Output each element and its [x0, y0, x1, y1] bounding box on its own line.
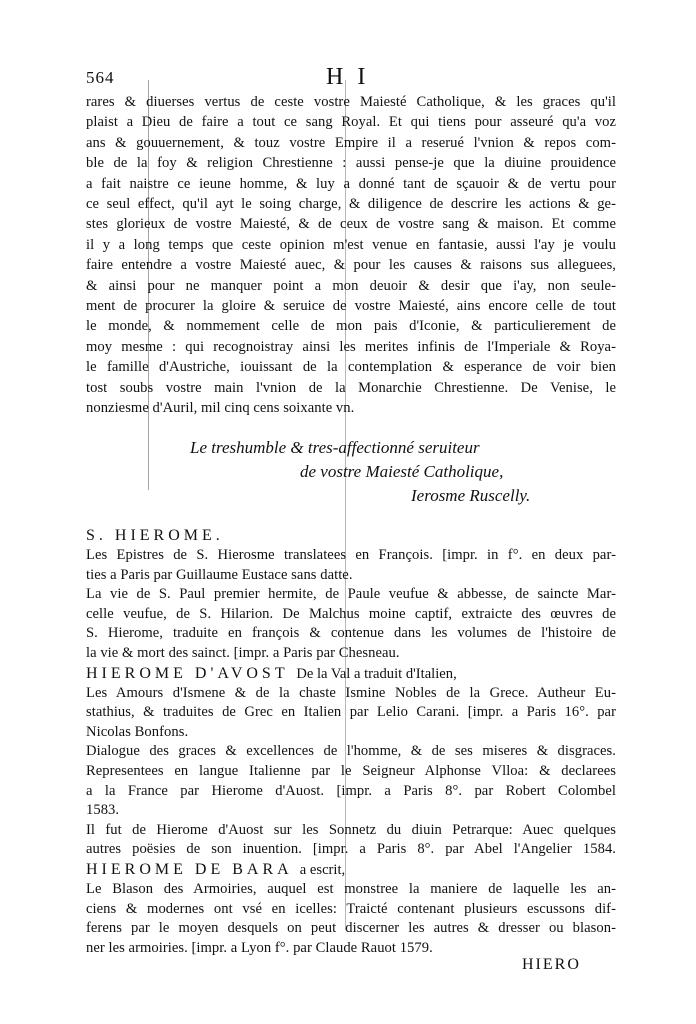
text-line: stes glorieux de vostre Maiesté, & de ceux de vostre sang & maison. Et comme — [86, 216, 616, 233]
catchword: HIERO — [522, 956, 581, 973]
entry-heading-name: S. HIEROME. — [86, 527, 224, 544]
text-line: ans & gouuernement, & touz vostre Empire il a reserué l'vnion & repos com- — [86, 134, 616, 151]
entry-line: S. Hierome, traduite en françois & contenue dans les volumes de l'histoire de — [86, 625, 616, 642]
entry-line: celle veufue, de S. Hilarion. De Malchus moine captif, extraicte des œuvres de — [86, 605, 616, 622]
entry-line: ciens & modernes ont vsé en icelles: Traicté contenant plusieurs escussons dif- — [86, 900, 616, 917]
text-line: le famille d'Austriche, iouissant de la contemplation & esperance de voir bien — [86, 359, 616, 376]
text-line: ble de la foy & religion Chrestienne : aussi pense-je que la diuine prouidence — [86, 155, 616, 172]
entry-line: stathius, & traduites de Grec en Italien par Lelio Carani. [impr. a Paris 16°. par — [86, 704, 616, 721]
entry-line: ner les armoiries. [impr. a Lyon f°. par Claude Rauot 1579. — [86, 939, 433, 956]
entry-line: 1583. — [86, 802, 120, 819]
text-line: ce seul effect, qu'il ayt le soing charge, & diligence de descrire les actions & ge- — [86, 196, 616, 213]
entry-heading — [86, 526, 616, 546]
entry-line: la vie & mort des sainct. [impr. a Paris par Chesneau. — [86, 644, 400, 661]
text-line: le monde, & nommement celle de mon pais d'Iconie, & particulierement de — [86, 318, 616, 335]
entry-heading — [86, 860, 616, 880]
entry-heading-tail: De la Val a traduit d'Italien, — [296, 665, 457, 682]
entry-line: Les Epistres de S. Hierosme translatees en François. [impr. in f°. en deux par- — [86, 547, 616, 563]
entry-heading-tail: a escrit, — [299, 861, 346, 878]
signature-line: Le treshumble & tres-affectionné seruiteur — [190, 438, 480, 457]
page-number: 564 — [86, 68, 115, 87]
entry-line: Le Blason des Armoiries, auquel est monstree la maniere de laquelle les an- — [86, 880, 616, 897]
entry-line: ties a Paris par Guillaume Eustace sans datte. — [86, 566, 353, 583]
page-header — [86, 64, 606, 94]
text-line: ment de procurer la gloire & seruice de vostre Maiesté, ains encore celle de tout — [86, 298, 616, 315]
text-line: il y a long temps que ceste opinion m'est venue en fantasie, aussi l'ay je voulu — [86, 236, 616, 253]
text-line: faire entendre a vostre Maiesté auec, & pour les causes & raisons sus alleguees, — [86, 257, 616, 274]
bibliography-entries — [86, 526, 616, 958]
entry-line: a la France par Hierome d'Auost. [impr. a Paris 8°. par Robert Colombel — [86, 782, 616, 799]
running-head: H I — [326, 64, 370, 90]
text-line: nonziesme d'Auril, mil cinq cens soixante vn. — [86, 400, 355, 417]
entry-heading-name: HIEROME D'AVOST — [86, 664, 289, 682]
entry-line: ferens par le moyen desquels on peut discerner les autres & dresser ou blason- — [86, 920, 616, 937]
entry-line: Nicolas Bonfons. — [86, 723, 189, 740]
signature-name: Ierosme Ruscelly. — [411, 486, 531, 505]
signature-line: de vostre Maiesté Catholique, — [300, 462, 504, 481]
text-line: moy mesme : qui recognoistray ainsi les merites infinis de l'Imperiale & Roya- — [86, 338, 616, 355]
text-line: rares & diuerses vertus de ceste vostre Maiesté Catholique, & les graces qu'il — [86, 94, 616, 110]
entry-line: Dialogue des graces & excellences de l'homme, & de ses miseres & disgraces. — [86, 743, 616, 760]
text-line: & ainsi pour ne manquer point a mon deuoir & desir que i'ay, non seule- — [86, 277, 616, 294]
entry-heading — [86, 664, 616, 684]
dedication-text — [86, 92, 616, 419]
entry-line: Representees en langue Italienne par le Seigneur Alphonse Vlloa: & declarees — [86, 762, 616, 779]
entry-line: La vie de S. Paul premier hermite, de Paule veufue & abbesse, de saincte Mar- — [86, 586, 616, 603]
text-line: plaist a Dieu de faire a tout ce sang Royal. Et qui tiens pour asseuré qu'a voz — [86, 114, 616, 131]
text-line: a fait naistre ce ieune homme, & luy a donné tant de sçauoir & de vertu pour — [86, 175, 616, 192]
entry-line: Il fut de Hierome d'Auost sur les Sonnetz du diuin Petrarque: Auec quelques — [86, 821, 616, 838]
entry-heading-name: HIEROME DE BARA — [86, 860, 292, 878]
entry-line: Les Amours d'Ismene & de la chaste Ismine Nobles de la Grece. Autheur Eu- — [86, 684, 616, 701]
text-line: tost soubs vostre main l'vnion de la Monarchie Chrestienne. De Venise, le — [86, 379, 616, 396]
entry-line: autres poësies de son inuention. [impr. a Paris 8°. par Abel l'Angelier 1584. — [86, 841, 616, 858]
